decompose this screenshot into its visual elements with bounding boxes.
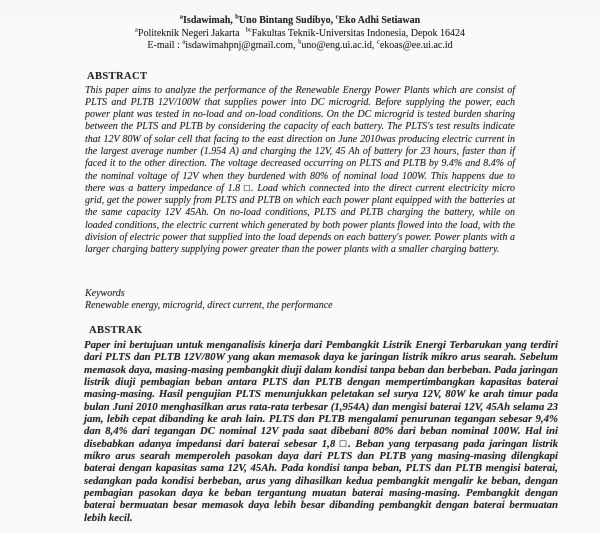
email-superscript: b (298, 38, 302, 46)
email-address (182, 40, 295, 51)
email-address (298, 40, 374, 51)
abstract-body: This paper aims to analyze the performance of the Renewable Energy Power Plants which are consist of PLTS and PLTB 12V/100W that supplies power into DC microgrid. Before supplying the power, each power plant was tested in no-load and on-load conditions. On the DC microgrid is tested burden sharing between the PLTS and PLTB by considering the capacity of each battery. The PLTS's test results indicate that 12V 80W of solar cell that facing to the east direction on June 2010was producing electric current in the largest average number (1.954 A) and charging the 12V, 45 Ah of battery for 23 hours, faster than if faced it to the other direction. The voltage decreased occurring on PLTS and PLTB by 9.4% and 8.4% of the nominal voltage of 12V when they burdened with 80% of nominal load 100W. This happens due to there was a battery impedance of 1.8 □. Load which connected into the direct current electricity micro grid, get the power supply from PLTS and PLTB on which each power plant equipped with the batteries at the same capacity 12V 45Ah. On no-load conditions, PLTS and PLTB charging the battery, while on loaded conditions, the electric current which generated by both power plants flowed into the load, with the division of electric power that supplied into the load depends on each battery's power. Power plants with a larger charging battery supplying power greater than the power plants with a smaller charging battery. (85, 84, 515, 256)
author (336, 15, 421, 26)
author-name: Uno Bintang Sudibyo, (238, 15, 334, 26)
author-superscript: b (235, 13, 239, 21)
abstrak-body: Paper ini bertujuan untuk menganalisis kinerja dari Pembangkit Listrik Energi Terbarukan yang terdiri dari PLTS dan PLTB 12V/80W yang akan memasok daya ke jaringan listrik mikro arus searah. Sebelum memasok daya, masing-masing pembangkit diuji dalam kondisi tanpa beban dan berbeban. Pada jaringan listrik diuji pembagian beban antara PLTS dan PLTB dengan mempertimbangkan kapasitas baterai masing-masing. Hasil pengujian PLTS menunjukkan peletakan sel surya 12V, 80W ke arah timur pada bulan Juni 2010 menghasilkan arus rata-rata terbesar (1,954A) dan mengisi baterai 12V, 45Ah selama 23 jam, lebih cepat dibanding ke arah lain. PLTS dan PLTB mengalami penurunan tegangan sebesar 9,4% dan 8,4% dari tegangan DC nominal 12V pada saat dibebani 80% dari beban nominal 100W. Hal ini disebabkan adanya impedansi dari baterai sebesar 1,8 □. Beban yang terpasang pada jaringan listrik mikro arus searah memperoleh pasokan daya dari PLTS dan PLTB yang masing-masing dilengkapi baterai dengan kapasitas sama 12V, 45Ah. Pada kondisi tanpa beban, PLTS dan PLTB mengisi baterai, sedangkan pada kondisi berbeban, arus yang dihasilkan kedua pembangkit mengalir ke beban, dengan pembagian pasokan daya ke beban tergantung muatan baterai masing-masing. Pembangkit dengan baterai bermuatan besar memasok daya lebih besar dibanding pembangkit dengan baterai bermuatan lebih kecil. (84, 339, 558, 524)
email-superscript: c (376, 38, 380, 46)
abstrak-heading: ABSTRAK (89, 325, 143, 336)
email-text: uno@eng.ui.ac.id, (301, 40, 375, 51)
author (235, 15, 333, 26)
email-label: E-mail : (147, 40, 180, 51)
author-superscript: c (335, 13, 339, 21)
abstract-heading: ABSTRACT (87, 71, 148, 82)
keywords-text: Renewable energy, microgrid, direct current, the performance (85, 300, 333, 312)
author (180, 15, 233, 26)
affiliation (135, 28, 240, 39)
email-text: ekoas@ee.ui.ac.id (379, 40, 453, 51)
affiliation-superscript: bc (245, 26, 252, 34)
affiliation (246, 28, 465, 39)
affiliation-text: Fakultas Teknik-Universitas Indonesia, Depok 16424 (251, 27, 465, 39)
keywords-heading: Keywords (85, 288, 125, 299)
author-name: Isdawimah, (183, 15, 233, 26)
affiliation-text: Politeknik Negeri Jakarta (137, 27, 240, 39)
author-superscript: a (179, 13, 184, 21)
paper-header (85, 15, 515, 53)
affiliation-superscript: a (135, 26, 138, 34)
email-address (377, 40, 453, 51)
email-text: isdawimahpnj@gmail.com, (185, 40, 296, 51)
author-name: Eko Adhi Setiawan (338, 15, 421, 26)
keywords-block (85, 288, 515, 313)
authors-line (85, 15, 515, 28)
email-line (85, 40, 515, 53)
email-superscript: a (182, 38, 186, 46)
